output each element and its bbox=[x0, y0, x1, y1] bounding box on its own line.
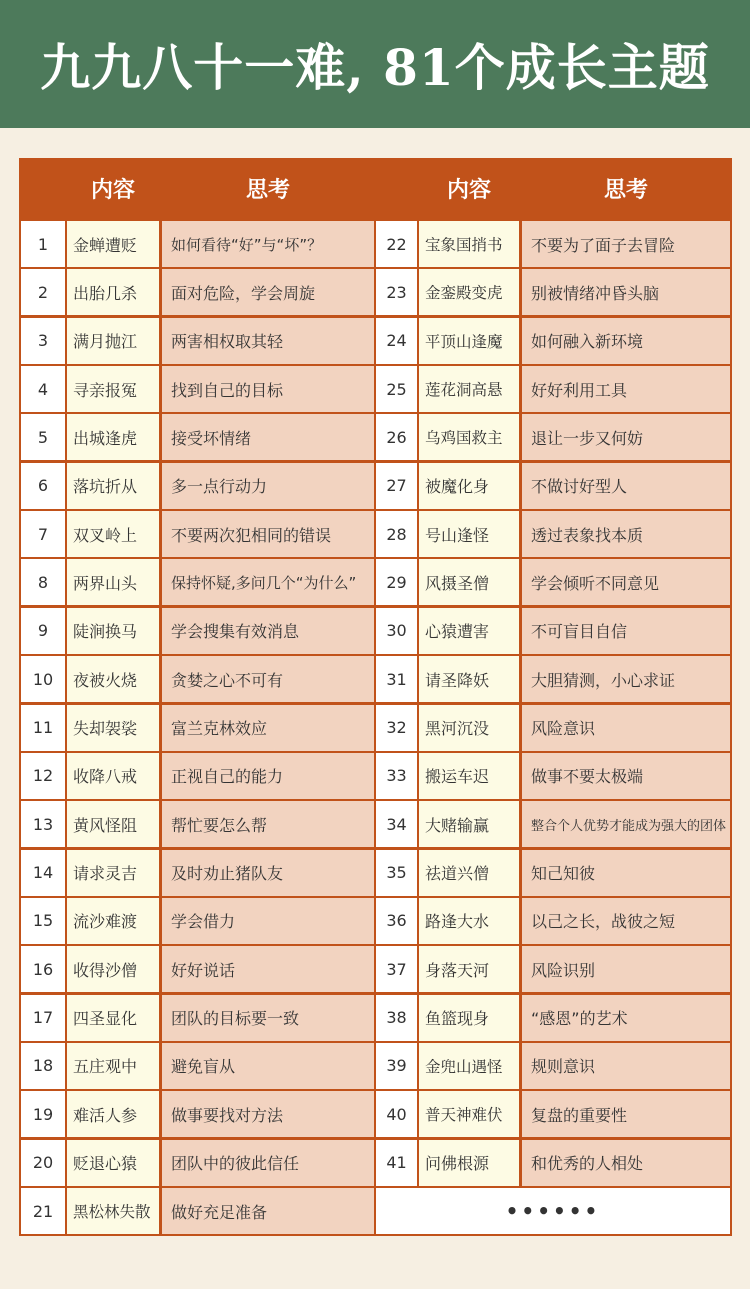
row-number: 41 bbox=[376, 1140, 417, 1186]
title-banner bbox=[0, 0, 750, 128]
row-content: 金銮殿变虎 bbox=[419, 269, 519, 315]
row-content: 陡涧换马 bbox=[67, 608, 159, 654]
row-thinking: 两害相权取其轻 bbox=[162, 318, 374, 364]
row-thinking: 如何融入新环境 bbox=[522, 318, 730, 364]
row-content: 黄风怪阻 bbox=[67, 801, 159, 847]
row-number: 35 bbox=[376, 850, 417, 896]
row-thinking: 做事要找对方法 bbox=[162, 1091, 374, 1137]
row-number: 24 bbox=[376, 318, 417, 364]
themes-table bbox=[19, 158, 732, 1236]
row-content: 难活人参 bbox=[67, 1091, 159, 1137]
row-number: 38 bbox=[376, 995, 417, 1041]
row-thinking: 规则意识 bbox=[522, 1043, 730, 1089]
row-number: 3 bbox=[21, 318, 65, 364]
row-number: 31 bbox=[376, 656, 417, 702]
row-number: 15 bbox=[21, 898, 65, 944]
row-thinking: 帮忙要怎么帮 bbox=[162, 801, 374, 847]
row-thinking: 接受坏情绪 bbox=[162, 414, 374, 460]
row-content: 平顶山逢魔 bbox=[419, 318, 519, 364]
row-thinking: 别被情绪冲昏头脑 bbox=[522, 269, 730, 315]
row-number: 21 bbox=[21, 1188, 65, 1234]
row-content: 流沙难渡 bbox=[67, 898, 159, 944]
row-number: 2 bbox=[21, 269, 65, 315]
header-content-right: 内容 bbox=[446, 178, 491, 203]
row-number: 34 bbox=[376, 801, 417, 847]
row-thinking: 学会倾听不同意见 bbox=[522, 559, 730, 605]
row-content: 心猿遭害 bbox=[419, 608, 519, 654]
row-content: 请圣降妖 bbox=[419, 656, 519, 702]
row-number: 25 bbox=[376, 366, 417, 412]
header-content-left: 内容 bbox=[90, 178, 135, 203]
row-content: 风摄圣僧 bbox=[419, 559, 519, 605]
row-number: 22 bbox=[376, 221, 417, 267]
row-content: 满月抛江 bbox=[67, 318, 159, 364]
row-content: 乌鸡国救主 bbox=[419, 414, 519, 460]
row-content: 出胎几杀 bbox=[67, 269, 159, 315]
row-thinking: 找到自己的目标 bbox=[162, 366, 374, 412]
row-number: 30 bbox=[376, 608, 417, 654]
row-content: 请求灵吉 bbox=[67, 850, 159, 896]
row-thinking: 及时劝止猪队友 bbox=[162, 850, 374, 896]
row-thinking: 学会搜集有效消息 bbox=[162, 608, 374, 654]
row-thinking: 保持怀疑,多问几个“为什么” bbox=[162, 559, 374, 605]
row-content: 路逢大水 bbox=[419, 898, 519, 944]
row-content: 两界山头 bbox=[67, 559, 159, 605]
row-number: 10 bbox=[21, 656, 65, 702]
row-thinking: 不要为了面子去冒险 bbox=[522, 221, 730, 267]
row-thinking: 多一点行动力 bbox=[162, 463, 374, 509]
row-thinking: 面对危险，学会周旋 bbox=[162, 269, 374, 315]
row-number: 29 bbox=[376, 559, 417, 605]
row-number: 13 bbox=[21, 801, 65, 847]
row-content: 夜被火烧 bbox=[67, 656, 159, 702]
row-content: 搬运车迟 bbox=[419, 753, 519, 799]
header-thinking-left: 思考 bbox=[245, 178, 290, 203]
row-thinking: “感恩”的艺术 bbox=[522, 995, 730, 1041]
row-number: 20 bbox=[21, 1140, 65, 1186]
row-thinking: 不可盲目自信 bbox=[522, 608, 730, 654]
row-number: 37 bbox=[376, 946, 417, 992]
row-content: 黑河沉没 bbox=[419, 705, 519, 751]
row-number: 4 bbox=[21, 366, 65, 412]
row-number: 14 bbox=[21, 850, 65, 896]
row-thinking: 和优秀的人相处 bbox=[522, 1140, 730, 1186]
row-content: 号山逢怪 bbox=[419, 511, 519, 557]
row-content: 失却袈裟 bbox=[67, 705, 159, 751]
row-thinking: 做好充足准备 bbox=[162, 1188, 374, 1234]
row-thinking: 以己之长，战彼之短 bbox=[522, 898, 730, 944]
row-thinking: 如何看待“好”与“坏”？ bbox=[162, 221, 374, 267]
row-number: 18 bbox=[21, 1043, 65, 1089]
row-content: 宝象国捎书 bbox=[419, 221, 519, 267]
row-number: 7 bbox=[21, 511, 65, 557]
row-number: 28 bbox=[376, 511, 417, 557]
row-thinking: 风险识别 bbox=[522, 946, 730, 992]
row-content: 莲花洞高悬 bbox=[419, 366, 519, 412]
row-thinking: 贪婪之心不可有 bbox=[162, 656, 374, 702]
row-content: 金兜山遇怪 bbox=[419, 1043, 519, 1089]
row-thinking: 透过表象找本质 bbox=[522, 511, 730, 557]
row-content: 出城逢虎 bbox=[67, 414, 159, 460]
row-thinking: 好好利用工具 bbox=[522, 366, 730, 412]
row-number: 32 bbox=[376, 705, 417, 751]
row-number: 6 bbox=[21, 463, 65, 509]
row-number: 36 bbox=[376, 898, 417, 944]
row-content: 问佛根源 bbox=[419, 1140, 519, 1186]
row-thinking: 团队中的彼此信任 bbox=[162, 1140, 374, 1186]
row-content: 双叉岭上 bbox=[67, 511, 159, 557]
row-number: 23 bbox=[376, 269, 417, 315]
row-content: 四圣显化 bbox=[67, 995, 159, 1041]
row-thinking: 富兰克林效应 bbox=[162, 705, 374, 751]
row-number: 8 bbox=[21, 559, 65, 605]
row-content: 收得沙僧 bbox=[67, 946, 159, 992]
row-content: 普天神难伏 bbox=[419, 1091, 519, 1137]
row-number: 12 bbox=[21, 753, 65, 799]
row-thinking: 好好说话 bbox=[162, 946, 374, 992]
row-content: 被魔化身 bbox=[419, 463, 519, 509]
row-content: 黑松林失散 bbox=[67, 1188, 159, 1234]
header-thinking-right: 思考 bbox=[603, 178, 648, 203]
row-thinking: 不做讨好型人 bbox=[522, 463, 730, 509]
row-content: 贬退心猿 bbox=[67, 1140, 159, 1186]
row-thinking: 风险意识 bbox=[522, 705, 730, 751]
row-number: 16 bbox=[21, 946, 65, 992]
row-content: 寻亲报冤 bbox=[67, 366, 159, 412]
row-number: 19 bbox=[21, 1091, 65, 1137]
row-number: 40 bbox=[376, 1091, 417, 1137]
row-thinking: 学会借力 bbox=[162, 898, 374, 944]
row-content: 收降八戒 bbox=[67, 753, 159, 799]
row-thinking: 避免盲从 bbox=[162, 1043, 374, 1089]
row-number: 33 bbox=[376, 753, 417, 799]
row-content: 祛道兴僧 bbox=[419, 850, 519, 896]
row-thinking: 整合个人优势才能成为强大的团体 bbox=[522, 801, 730, 847]
row-content: 大赌输赢 bbox=[419, 801, 519, 847]
row-thinking: 大胆猜测，小心求证 bbox=[522, 656, 730, 702]
row-thinking: 复盘的重要性 bbox=[522, 1091, 730, 1137]
row-number: 9 bbox=[21, 608, 65, 654]
row-thinking: 做事不要太极端 bbox=[522, 753, 730, 799]
row-number: 27 bbox=[376, 463, 417, 509]
row-thinking: 正视自己的能力 bbox=[162, 753, 374, 799]
row-number: 11 bbox=[21, 705, 65, 751]
row-number: 17 bbox=[21, 995, 65, 1041]
row-content: 鱼篮现身 bbox=[419, 995, 519, 1041]
row-number: 5 bbox=[21, 414, 65, 460]
row-thinking: 团队的目标要一致 bbox=[162, 995, 374, 1041]
row-thinking: 退让一步又何妨 bbox=[522, 414, 730, 460]
row-number: 1 bbox=[21, 221, 65, 267]
row-content: 落坑折从 bbox=[67, 463, 159, 509]
row-thinking: 知己知彼 bbox=[522, 850, 730, 896]
row-number: 26 bbox=[376, 414, 417, 460]
ellipsis-more: •••••• bbox=[376, 1188, 730, 1234]
page-title: 九九八十一难, 81个成长主题 bbox=[40, 38, 710, 97]
row-thinking: 不要两次犯相同的错误 bbox=[162, 511, 374, 557]
row-content: 金蝉遭贬 bbox=[67, 221, 159, 267]
row-content: 五庄观中 bbox=[67, 1043, 159, 1089]
row-content: 身落天河 bbox=[419, 946, 519, 992]
row-number: 39 bbox=[376, 1043, 417, 1089]
